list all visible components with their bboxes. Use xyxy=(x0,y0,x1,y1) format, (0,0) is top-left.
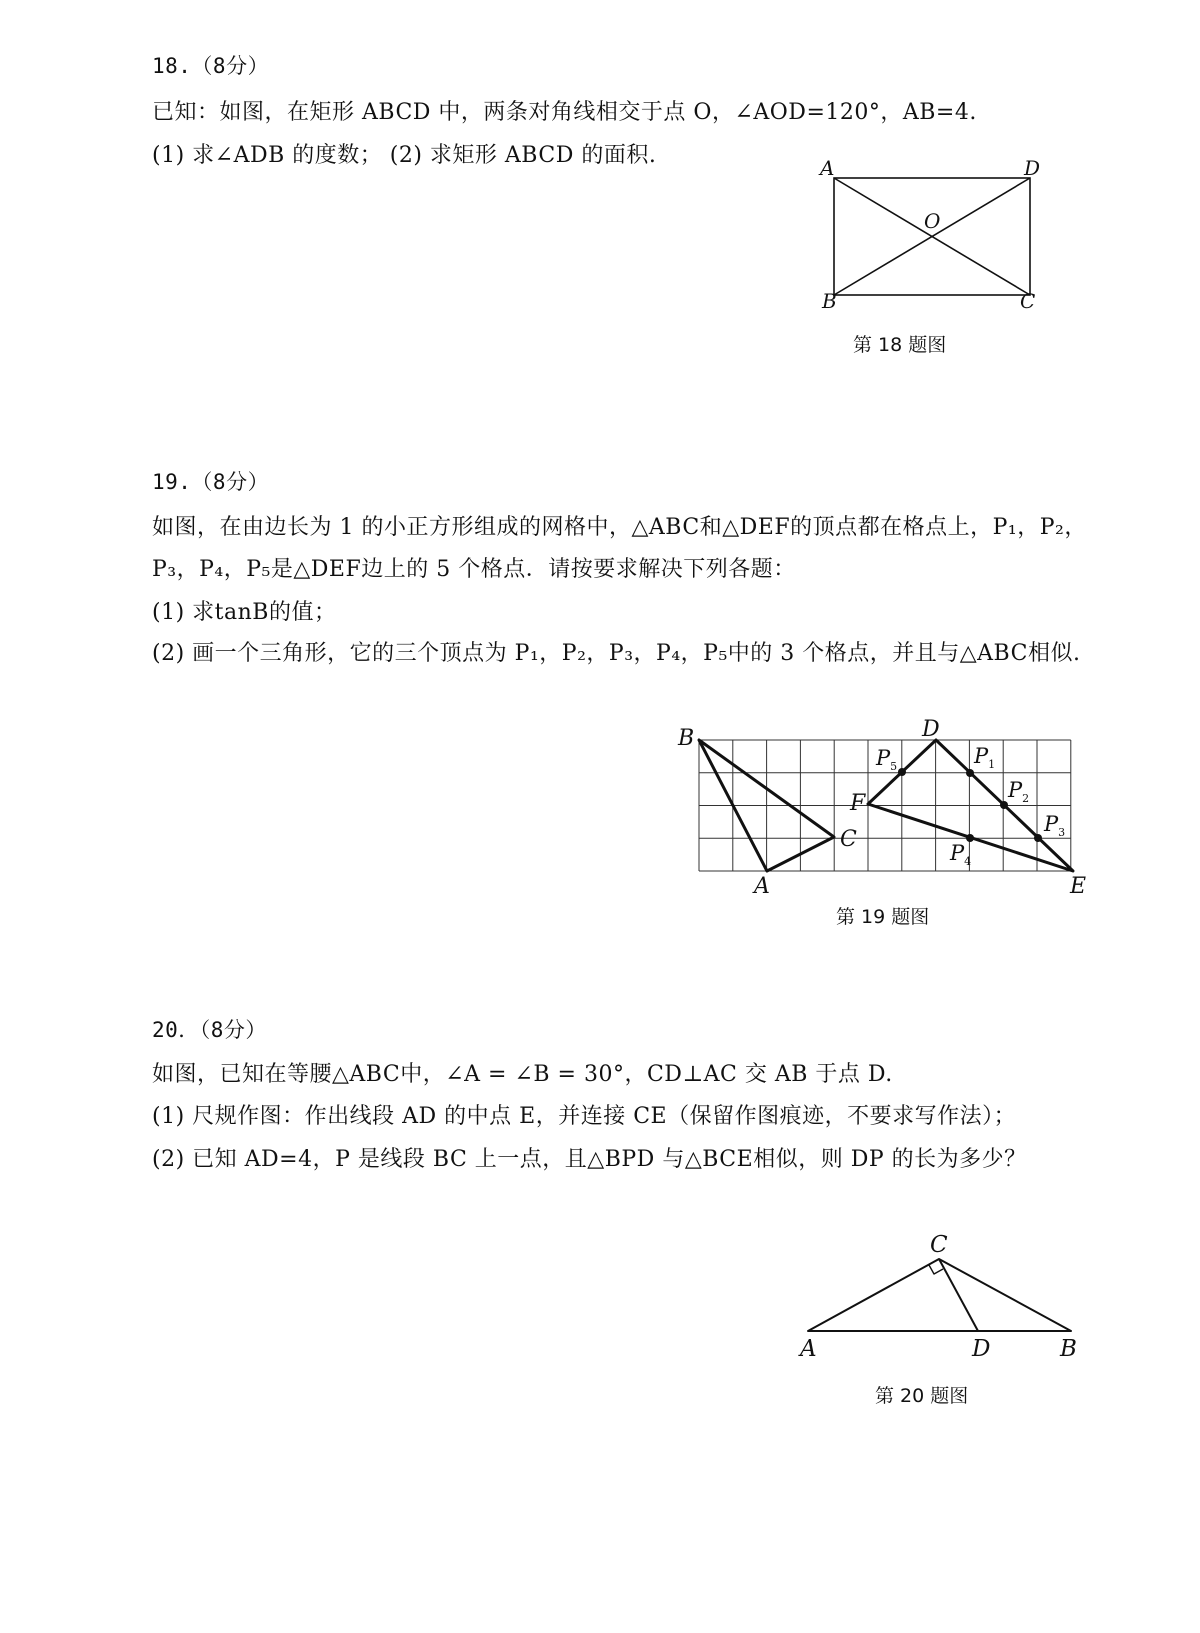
q20-right-angle-mark xyxy=(929,1265,943,1274)
q20-statement: 如图，已知在等腰△ABC中，∠A = ∠B = 30°，CD⊥AC 交 AB 于点 D. xyxy=(152,1062,893,1087)
q19-statement-1: 如图，在由边长为 1 的小正方形组成的网格中，△ABC和△DEF的顶点都在格点上，P₁，P₂， xyxy=(152,515,1087,540)
q18-caption: 第 18 题图 xyxy=(853,334,947,356)
q18-header: 18.（8分） xyxy=(152,54,270,78)
q19-label-p4: $P_4$ xyxy=(950,841,972,868)
q19-statement-2: P₃，P₄，P₅是△DEF边上的 5 个格点．请按要求解决下列各题： xyxy=(152,557,796,582)
q20-label-d: D xyxy=(972,1336,991,1362)
q19-label-p2: $P_2$ xyxy=(1008,778,1030,805)
q20-label-a: A xyxy=(800,1336,817,1362)
q19-label-p5: $P_5$ xyxy=(876,746,898,773)
q19-label-d: D xyxy=(922,717,940,742)
q20-subquestion-2: (2) 已知 AD=4，P 是线段 BC 上一点，且△BPD 与△BCE相似，则 DP 的长为多少？ xyxy=(152,1147,1027,1172)
q19-label-p1: $P_1$ xyxy=(974,744,996,771)
q19-label-c: C xyxy=(840,827,857,852)
q20-caption: 第 20 题图 xyxy=(875,1385,969,1407)
q18-label-o: O xyxy=(924,209,941,233)
q18-label-b: B xyxy=(822,289,837,313)
q20-header: 20．（8分） xyxy=(152,1018,267,1042)
q19-label-a: A xyxy=(754,874,770,899)
q18-label-c: C xyxy=(1020,289,1036,313)
q19-header: 19.（8分） xyxy=(152,470,270,494)
q18-statement: 已知：如图，在矩形 ABCD 中，两条对角线相交于点 O，∠AOD=120°，AB=4. xyxy=(152,100,977,125)
q18-label-a: A xyxy=(820,156,835,180)
q20-subquestion-1: (1) 尺规作图：作出线段 AD 的中点 E，并连接 CE（保留作图痕迹，不要求写作法）； xyxy=(152,1104,1017,1129)
q19-label-f: F xyxy=(850,791,866,816)
q19-subquestion-2: (2) 画一个三角形，它的三个顶点为 P₁，P₂，P₃，P₄，P₅中的 3 个格点，并且与△ABC相似. xyxy=(152,641,1081,666)
q18-label-d: D xyxy=(1024,156,1041,180)
q19-label-b: B xyxy=(678,726,695,751)
q20-label-c: C xyxy=(930,1232,948,1258)
q19-label-e: E xyxy=(1070,874,1087,899)
q20-label-b: B xyxy=(1060,1336,1077,1362)
q18-subquestions: (1) 求∠ADB 的度数； (2) 求矩形 ABCD 的面积. xyxy=(152,143,657,168)
q19-caption: 第 19 题图 xyxy=(836,906,930,928)
q19-label-p3: $P_3$ xyxy=(1044,812,1066,839)
q20-triangle-abc xyxy=(808,1259,1071,1331)
q19-subquestion-1: (1) 求tanB的值； xyxy=(152,600,337,625)
